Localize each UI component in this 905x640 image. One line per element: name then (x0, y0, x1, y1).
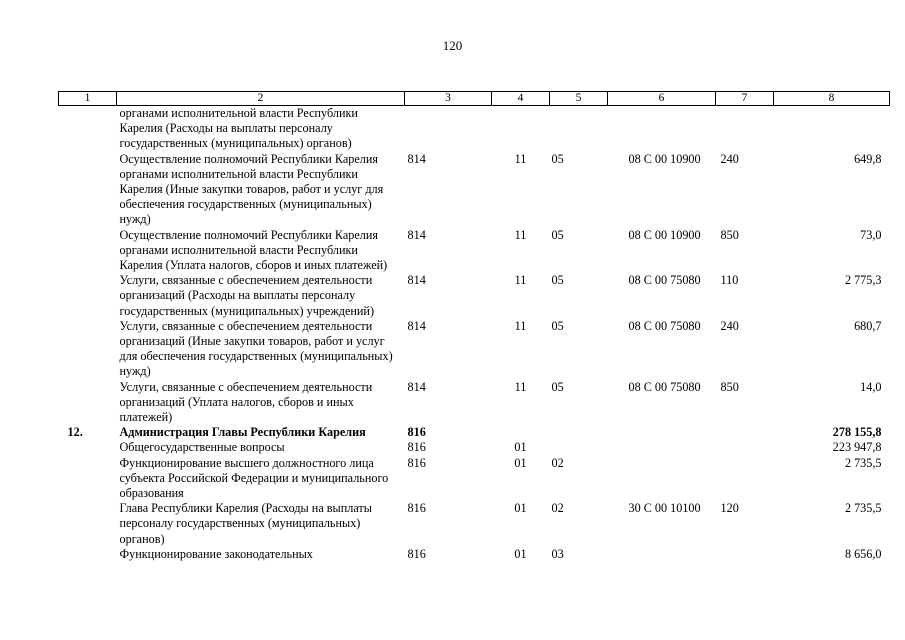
row-number (59, 273, 117, 319)
row-expense-type: 850 (720, 227, 739, 242)
table-row (59, 228, 890, 274)
row-expense-type: 110 (720, 273, 739, 288)
row-target-article: 08 С 00 75080 (628, 318, 701, 333)
row-expense-type: 240 (720, 318, 739, 333)
row-target-article (608, 106, 716, 152)
row-expense-type: 120 (720, 501, 739, 516)
row-target-article (608, 425, 716, 440)
row-section: 01 (514, 440, 527, 455)
table-row (59, 106, 890, 152)
row-name: Осуществление полномочий Республики Карелия органами исполнительной власти Республики Карелия (Иные закупки товаров, работ и услуг для обеспечения государственных (муниципальных) нужд) (119, 151, 384, 227)
table-body (59, 106, 890, 563)
row-expense-type (716, 456, 774, 502)
column-header-3: 3 (405, 92, 492, 106)
row-section (492, 425, 550, 440)
row-number (59, 152, 117, 228)
row-name: Осуществление полномочий Республики Карелия органами исполнительной власти Республики Карелия (Уплата налогов, сборов и иных платежей) (119, 227, 388, 273)
row-subsection: 02 (551, 455, 564, 470)
row-expense-type (716, 547, 774, 562)
table-row (59, 440, 890, 455)
row-section (492, 106, 550, 152)
table-row (59, 319, 890, 380)
row-number (59, 380, 117, 426)
row-amount: 278 155,8 (832, 425, 882, 440)
page-number: 120 (442, 38, 463, 53)
row-amount: 649,8 (854, 151, 882, 166)
row-number (59, 106, 117, 152)
column-header-2: 2 (117, 92, 405, 106)
row-amount: 680,7 (854, 318, 882, 333)
table-row (59, 456, 890, 502)
row-number (59, 456, 117, 502)
row-target-article: 08 С 00 10900 (628, 151, 701, 166)
row-name: Услуги, связанные с обеспечением деятельности организаций (Расходы на выплаты персоналу государственных (муниципальных) учреждений) (119, 273, 374, 318)
row-target-article: 08 С 00 10900 (628, 227, 701, 242)
column-header-5: 5 (550, 92, 608, 106)
row-subsection: 05 (551, 318, 564, 333)
row-name: Администрация Главы Республики Карелия (119, 425, 366, 440)
table-row (59, 425, 890, 440)
row-subsection (550, 425, 608, 440)
row-section: 01 (514, 546, 527, 561)
row-name: Глава Республики Карелия (Расходы на выплаты персоналу государственных (муниципальных) органов) (119, 501, 372, 546)
header-row (59, 92, 890, 106)
row-name: Функционирование высшего должностного лица субъекта Российской Федерации и муниципального образования (119, 455, 389, 501)
row-subsection: 05 (551, 379, 564, 394)
row-admin-code: 816 (407, 546, 426, 561)
row-name: Услуги, связанные с обеспечением деятельности организаций (Уплата налогов, сборов и иных платежей) (119, 379, 373, 425)
row-target-article: 08 С 00 75080 (628, 273, 701, 288)
row-amount: 2 775,3 (844, 273, 882, 288)
row-target-article (608, 440, 716, 455)
row-section: 11 (514, 151, 527, 166)
row-amount: 14,0 (860, 379, 882, 394)
row-section: 11 (514, 273, 527, 288)
row-name: Функционирование законодательных (119, 546, 313, 561)
row-name: Общегосударственные вопросы (119, 440, 285, 455)
column-header-8: 8 (774, 92, 890, 106)
table-row (59, 547, 890, 562)
column-header-4: 4 (492, 92, 550, 106)
column-header-6: 6 (608, 92, 716, 106)
table-row (59, 152, 890, 228)
row-name: органами исполнительной власти Республики Карелия (Расходы на выплаты персоналу государственных (муниципальных) органов) (119, 106, 358, 151)
row-amount: 8 656,0 (844, 546, 882, 561)
row-section: 11 (514, 379, 527, 394)
row-expense-type: 240 (720, 151, 739, 166)
column-header-7: 7 (716, 92, 774, 106)
table-row (59, 501, 890, 547)
row-admin-code: 814 (407, 318, 426, 333)
table-header (59, 92, 890, 106)
row-target-article (608, 547, 716, 562)
row-target-article (608, 456, 716, 502)
row-section: 01 (514, 501, 527, 516)
row-expense-type (716, 106, 774, 152)
row-subsection: 05 (551, 227, 564, 242)
table-row (59, 380, 890, 426)
column-header-1: 1 (59, 92, 117, 106)
row-subsection (550, 440, 608, 455)
row-number (59, 228, 117, 274)
row-admin-code: 816 (407, 440, 426, 455)
row-section: 01 (514, 455, 527, 470)
row-expense-type (716, 425, 774, 440)
row-amount: 2 735,5 (844, 501, 882, 516)
row-admin-code: 814 (407, 379, 426, 394)
row-admin-code: 816 (407, 425, 426, 440)
budget-table (58, 91, 890, 562)
row-admin-code: 814 (407, 273, 426, 288)
row-admin-code: 816 (407, 455, 426, 470)
row-admin-code: 814 (407, 151, 426, 166)
row-name: Услуги, связанные с обеспечением деятельности организаций (Иные закупки товаров, работ и услуг для обеспечения государственных (муниципальных) нужд) (119, 318, 393, 379)
row-section: 11 (514, 227, 527, 242)
row-number: 12. (67, 425, 83, 440)
row-section: 11 (514, 318, 527, 333)
row-subsection (550, 106, 608, 152)
row-number (59, 319, 117, 380)
row-amount: 2 735,5 (844, 455, 882, 470)
row-number (59, 440, 117, 455)
row-number (59, 547, 117, 562)
row-target-article: 08 С 00 75080 (628, 379, 701, 394)
row-expense-type: 850 (720, 379, 739, 394)
row-subsection: 05 (551, 151, 564, 166)
row-admin-code (405, 106, 492, 152)
row-expense-type (716, 440, 774, 455)
row-subsection: 02 (551, 501, 564, 516)
row-subsection: 05 (551, 273, 564, 288)
row-amount: 223 947,8 (832, 440, 882, 455)
row-number (59, 501, 117, 547)
row-admin-code: 814 (407, 227, 426, 242)
table-row (59, 273, 890, 319)
row-amount (774, 106, 890, 152)
row-target-article: 30 С 00 10100 (628, 501, 701, 516)
row-subsection: 03 (551, 546, 564, 561)
row-admin-code: 816 (407, 501, 426, 516)
row-amount: 73,0 (860, 227, 882, 242)
